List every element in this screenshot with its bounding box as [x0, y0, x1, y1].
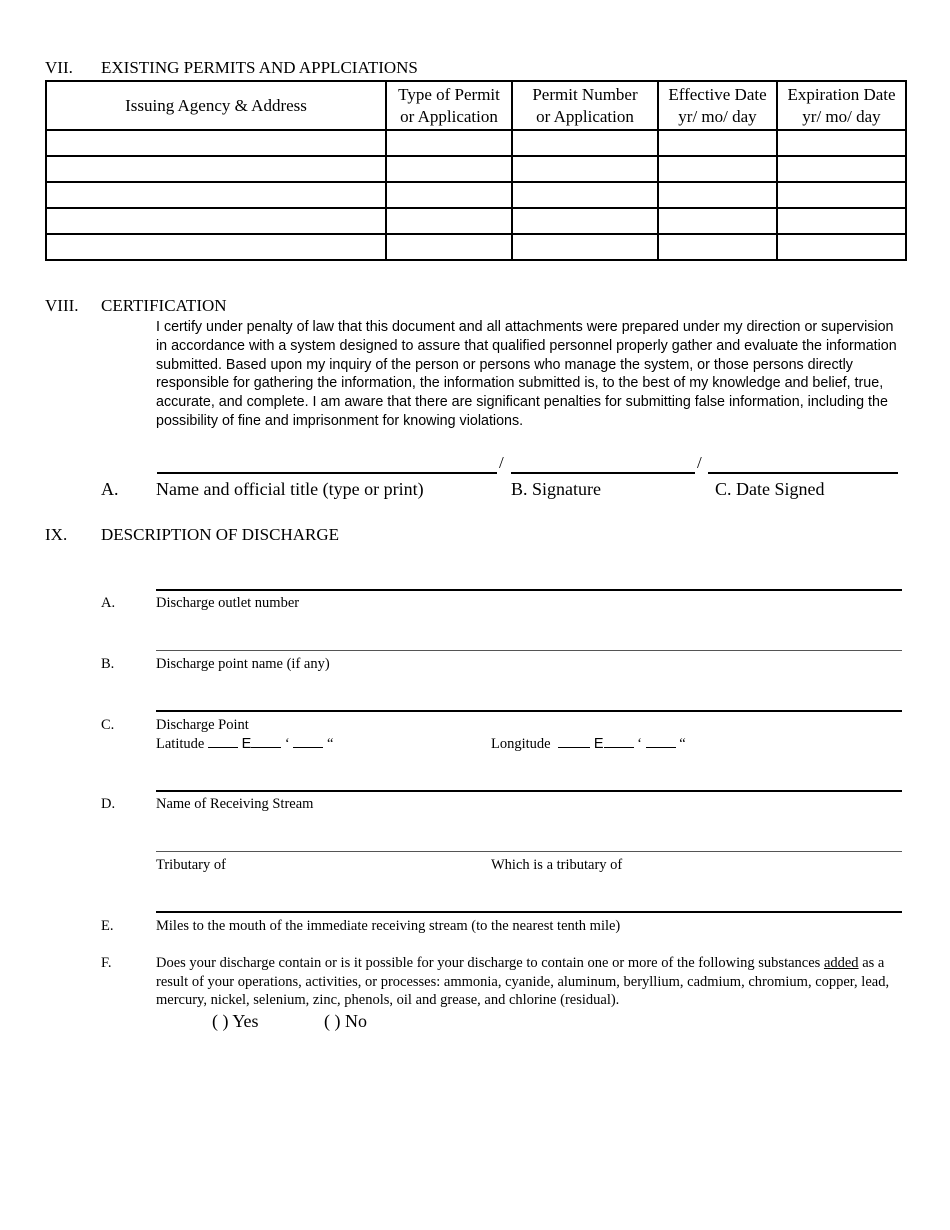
table-cell[interactable] — [658, 130, 777, 156]
date-signed-field[interactable] — [708, 472, 898, 474]
date-signed-label: C. Date Signed — [715, 479, 825, 499]
table-row — [46, 182, 906, 208]
table-cell[interactable] — [512, 234, 658, 260]
table-cell[interactable] — [386, 156, 512, 182]
latitude-row — [156, 734, 333, 753]
degree-symbol: E — [593, 736, 604, 752]
separator-slash: / — [697, 453, 702, 472]
table-row — [46, 130, 906, 156]
item-letter: F. — [101, 955, 112, 971]
yes-checkbox[interactable]: ( ) Yes — [212, 1011, 259, 1031]
added-underlined: added — [823, 955, 859, 971]
receiving-stream-field[interactable] — [156, 790, 902, 792]
minute-symbol: ‘ — [284, 736, 290, 752]
section-number: VII. — [45, 58, 73, 77]
separator-slash: / — [499, 453, 504, 472]
outlet-number-label: Discharge outlet number — [156, 595, 300, 611]
item-letter: A. — [101, 479, 119, 499]
latitude-seconds-input[interactable] — [293, 734, 323, 748]
table-cell[interactable] — [777, 130, 906, 156]
permits-table — [45, 80, 907, 261]
longitude-minutes-input[interactable] — [604, 734, 634, 748]
item-letter: C. — [101, 717, 115, 733]
discharge-point-name-field[interactable] — [156, 650, 902, 651]
table-cell[interactable] — [777, 182, 906, 208]
latitude-degrees-input[interactable] — [208, 734, 238, 748]
degree-symbol: E — [241, 736, 252, 752]
header-permit-number: Permit Number or Application — [512, 81, 658, 130]
header-expiration-date: Expiration Date yr/ mo/ day — [777, 81, 906, 130]
latitude-label: Latitude — [156, 736, 205, 752]
tributary-field[interactable] — [156, 851, 902, 852]
tributary-of-label: Tributary of — [156, 857, 226, 873]
table-cell[interactable] — [512, 156, 658, 182]
table-cell[interactable] — [777, 208, 906, 234]
table-cell[interactable] — [46, 130, 386, 156]
which-is-tributary-label: Which is a tributary of — [491, 857, 623, 873]
table-cell[interactable] — [658, 182, 777, 208]
receiving-stream-label: Name of Receiving Stream — [156, 796, 314, 812]
item-letter: D. — [101, 796, 116, 812]
table-cell[interactable] — [46, 208, 386, 234]
item-letter: A. — [101, 595, 116, 611]
table-cell[interactable] — [512, 182, 658, 208]
longitude-degrees-input[interactable] — [558, 734, 590, 748]
table-cell[interactable] — [777, 156, 906, 182]
item-letter: B. — [101, 656, 115, 672]
table-cell[interactable] — [386, 234, 512, 260]
table-cell[interactable] — [386, 130, 512, 156]
header-effective-date: Effective Date yr/ mo/ day — [658, 81, 777, 130]
table-row — [46, 156, 906, 182]
table-cell[interactable] — [46, 234, 386, 260]
header-permit-type: Type of Permit or Application — [386, 81, 512, 130]
name-title-field[interactable] — [157, 472, 497, 474]
table-cell[interactable] — [46, 182, 386, 208]
table-cell[interactable] — [658, 156, 777, 182]
no-checkbox[interactable]: ( ) No — [324, 1011, 367, 1031]
longitude-row — [491, 734, 686, 753]
table-row — [46, 208, 906, 234]
outlet-number-field[interactable] — [156, 589, 902, 591]
longitude-seconds-input[interactable] — [646, 734, 676, 748]
signature-field[interactable] — [511, 472, 695, 474]
name-title-label: Name and official title (type or print) — [156, 479, 424, 499]
discharge-point-name-label: Discharge point name (if any) — [156, 656, 330, 672]
second-symbol: “ — [326, 736, 334, 752]
table-row — [46, 234, 906, 260]
section-number: VIII. — [45, 296, 79, 315]
section-title: CERTIFICATION — [101, 296, 227, 315]
miles-to-mouth-field[interactable] — [156, 911, 902, 913]
signature-label: B. Signature — [511, 479, 601, 499]
table-cell[interactable] — [386, 182, 512, 208]
table-cell[interactable] — [658, 234, 777, 260]
table-cell[interactable] — [777, 234, 906, 260]
latitude-minutes-input[interactable] — [251, 734, 281, 748]
second-symbol: “ — [679, 736, 686, 752]
section-number: IX. — [45, 525, 68, 544]
table-cell[interactable] — [386, 208, 512, 234]
table-header-row — [46, 81, 906, 130]
substances-question: Does your discharge contain or is it possible for your discharge to contain one or more of the following substances added as a result of your operations, activities, or processes: ammonia, cyanide, aluminum, beryllium, cadmium, chromium, copper, lead, mercury, nickel, selenium, zinc, phenols, oil and grease, and chlorine (residual). — [156, 955, 890, 1008]
item-letter: E. — [101, 918, 114, 934]
discharge-point-field[interactable] — [156, 710, 902, 712]
header-issuing-agency: Issuing Agency & Address — [46, 81, 386, 130]
table-cell[interactable] — [658, 208, 777, 234]
section-title: DESCRIPTION OF DISCHARGE — [101, 525, 340, 544]
discharge-point-label: Discharge Point — [156, 717, 249, 733]
section-title: EXISTING PERMITS AND APPLCIATIONS — [101, 58, 418, 77]
longitude-label: Longitude — [491, 736, 551, 752]
table-cell[interactable] — [512, 130, 658, 156]
miles-to-mouth-label: Miles to the mouth of the immediate receiving stream (to the nearest tenth mile) — [156, 918, 621, 934]
table-cell[interactable] — [46, 156, 386, 182]
minute-symbol: ‘ — [637, 736, 642, 752]
table-cell[interactable] — [512, 208, 658, 234]
certification-statement: I certify under penalty of law that this document and all attachments were prepared under my direction or supervision in accordance with a system designed to assure that qualified personnel properly gather and evaluate the information submitted. Based upon my inquiry of the person or persons who manage the system, or those persons directly responsible for gathering the information, the information submitted is, to the best of my knowledge and belief, true, accurate, and complete. I am aware that there are significant penalties for submitting false information, including the possibility of fine and imprisonment for knowing violations. — [156, 319, 897, 429]
